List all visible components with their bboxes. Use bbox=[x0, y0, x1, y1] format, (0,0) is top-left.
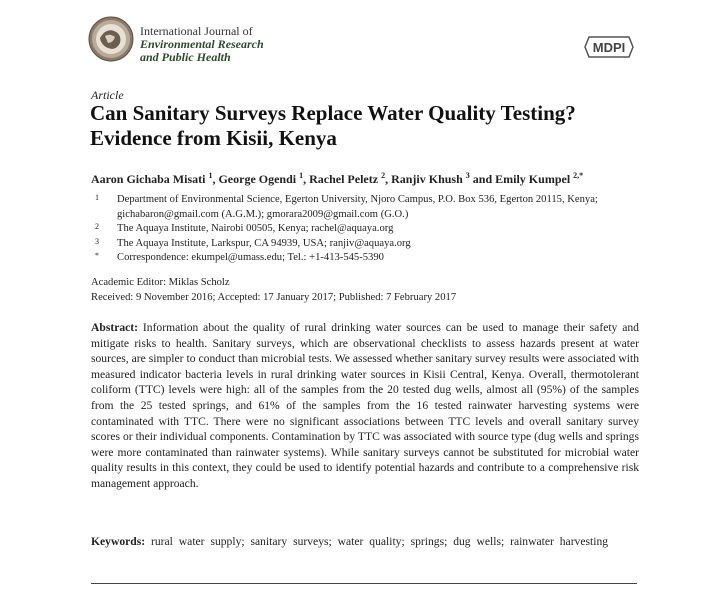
academic-editor: Academic Editor: Miklas Scholz bbox=[91, 277, 230, 288]
keywords-label: Keywords: bbox=[91, 535, 146, 548]
abstract bbox=[91, 320, 639, 492]
author[interactable]: Ranjiv Khush bbox=[391, 172, 463, 186]
journal-title bbox=[140, 25, 264, 64]
keywords bbox=[91, 534, 639, 550]
affiliation: 3 The Aquaya Institute, Larkspur, CA 94939, USA; ranjiv@aquaya.org bbox=[95, 236, 411, 249]
abstract-text: Information about the quality of rural drinking water sources can be used to manage their safety and mitigate risks to health. Sanitary surveys, which are observational checklists to assess hazards present at water sources, are simpler to conduct than microbial tests. We assessed whether sanitary survey results were associated with measured indicator bacteria levels in rural drinking water sources in Kisii Central, Kenya. Overall, thermotolerant coliform (TTC) levels were high: all of the samples from the 20 tested dug wells, almost all (95%) of the samples from the 25 tested springs, and 61% of the samples from the 16 tested rainwater harvesting systems were contaminated with TTC. There were no significant associations between TTC levels and overall sanitary survey scores or their individual components. Contamination by TTC was associated with source type (dug wells and springs were more contaminated than rainwater systems). While sanitary surveys cannot be substituted for microbial water quality results in this context, they could be used to identify potential hazards and contribute to a comprehensive risk management approach. bbox=[91, 321, 639, 490]
article-type: Article bbox=[91, 88, 124, 102]
title-line-1: Can Sanitary Surveys Replace Water Quality Testing? bbox=[90, 101, 576, 125]
journal-line-1: International Journal of bbox=[140, 24, 253, 38]
abstract-label: Abstract: bbox=[91, 321, 139, 334]
journal-line-2: Environmental Research bbox=[140, 37, 264, 51]
article-meta bbox=[91, 276, 456, 305]
affiliations bbox=[95, 193, 655, 266]
title-line-2: Evidence from Kisii, Kenya bbox=[90, 126, 337, 150]
affiliation: 2 The Aquaya Institute, Nairobi 00505, Kenya; rachel@aquaya.org bbox=[95, 222, 394, 235]
author[interactable]: Emily Kumpel bbox=[495, 172, 571, 186]
correspondence: * Correspondence: ekumpel@umass.edu; Tel.: +1-413-545-5390 bbox=[95, 251, 384, 264]
divider bbox=[91, 583, 637, 584]
journal-seal-icon bbox=[88, 16, 134, 62]
author[interactable]: Rachel Peletz bbox=[309, 172, 379, 186]
mdpi-logo bbox=[583, 34, 635, 60]
keywords-text: rural water supply; sanitary surveys; water quality; springs; dug wells; rainwater harvesting bbox=[151, 535, 609, 548]
author-list: Aaron Gichaba Misati $^1$, George Ogendi $^1$, Rachel Peletz $^2$, Ranjiv Khush $^3$ and Emily Kumpel $^{2,*}$ bbox=[91, 171, 584, 186]
journal-line-3: and Public Health bbox=[140, 50, 231, 64]
author[interactable]: George Ogendi bbox=[218, 172, 297, 186]
paper-title bbox=[90, 101, 650, 151]
affiliation: 1 Department of Environmental Science, Egerton University, Njoro Campus, P.O. Box 536, Egerton 20115, Kenya; gichabaron@gmail.com (A.G.M.); gmorara2009@gmail.com (G.O.) bbox=[95, 193, 598, 220]
author[interactable]: Aaron Gichaba Misati bbox=[91, 172, 206, 186]
mdpi-logo-text: MDPI bbox=[592, 40, 626, 55]
publication-dates: Received: 9 November 2016; Accepted: 17 January 2017; Published: 7 February 2017 bbox=[91, 291, 457, 303]
